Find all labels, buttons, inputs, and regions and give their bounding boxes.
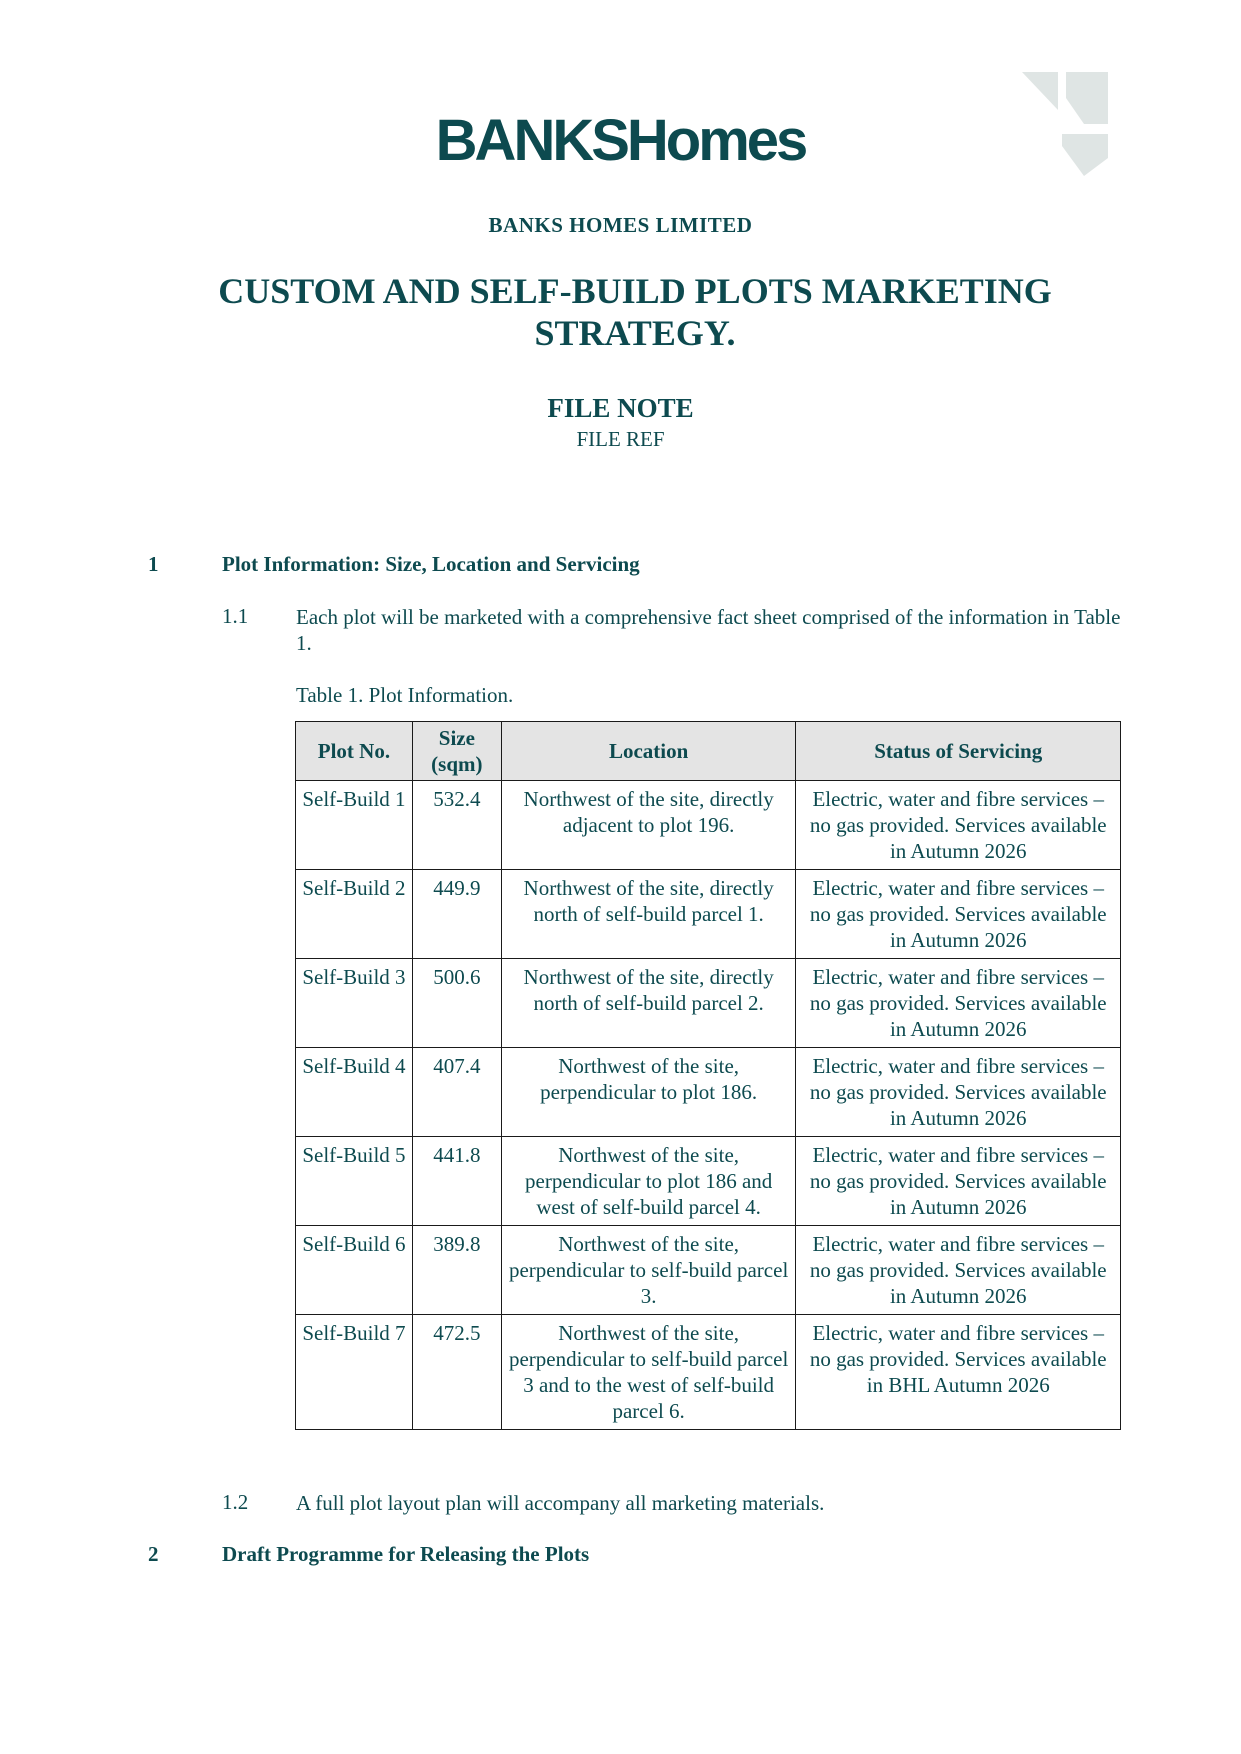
- location-cell: Northwest of the site, perpendicular to plot 186.: [501, 1048, 796, 1137]
- plot-no-cell: Self-Build 2: [296, 870, 413, 959]
- company-name: BANKS HOMES LIMITED: [488, 213, 753, 237]
- file-note-heading: FILE NOTE: [547, 393, 694, 423]
- table-row: [296, 781, 1121, 870]
- header-servicing: Status of Servicing: [796, 722, 1121, 781]
- servicing-cell: Electric, water and fibre services – no gas provided. Services available in Autumn 2026: [796, 870, 1121, 959]
- plot-information-table: [295, 721, 1121, 1430]
- table-row: [296, 1315, 1121, 1430]
- size-cell: 472.5: [412, 1315, 501, 1430]
- table-caption: Table 1. Plot Information.: [296, 683, 514, 707]
- plot-no-cell: Self-Build 1: [296, 781, 413, 870]
- servicing-cell: Electric, water and fibre services – no gas provided. Services available in Autumn 2026: [796, 781, 1121, 870]
- table-row: [296, 1137, 1121, 1226]
- table-row: [296, 870, 1121, 959]
- location-cell: Northwest of the site, directly north of self-build parcel 1.: [501, 870, 796, 959]
- section-title: Draft Programme for Releasing the Plots: [222, 1542, 590, 1566]
- size-cell: 449.9: [412, 870, 501, 959]
- size-cell: 389.8: [412, 1226, 501, 1315]
- plot-no-cell: Self-Build 5: [296, 1137, 413, 1226]
- servicing-cell: Electric, water and fibre services – no gas provided. Services available in Autumn 2026: [796, 1226, 1121, 1315]
- size-cell: 407.4: [412, 1048, 501, 1137]
- servicing-cell: Electric, water and fibre services – no gas provided. Services available in Autumn 2026: [796, 1137, 1121, 1226]
- size-cell: 500.6: [412, 959, 501, 1048]
- paragraph-number: 1.1: [222, 604, 249, 628]
- table-row: [296, 1226, 1121, 1315]
- servicing-cell: Electric, water and fibre services – no gas provided. Services available in BHL Autumn 2026: [796, 1315, 1121, 1430]
- section-title: Plot Information: Size, Location and Servicing: [222, 552, 640, 576]
- section-number: 2: [148, 1542, 159, 1566]
- size-cell: 532.4: [412, 781, 501, 870]
- location-cell: Northwest of the site, perpendicular to self-build parcel 3 and to the west of self-build parcel 6.: [501, 1315, 796, 1430]
- paragraph-text: A full plot layout plan will accompany all marketing materials.: [296, 1491, 825, 1515]
- location-cell: Northwest of the site, perpendicular to self-build parcel 3.: [501, 1226, 796, 1315]
- paragraph-text: Each plot will be marketed with a comprehensive fact sheet comprised of the information in Table 1.: [296, 605, 1121, 655]
- header-size: Size (sqm): [412, 722, 501, 781]
- plot-no-cell: Self-Build 3: [296, 959, 413, 1048]
- table-row: [296, 1048, 1121, 1137]
- plot-no-cell: Self-Build 4: [296, 1048, 413, 1137]
- location-cell: Northwest of the site, directly north of self-build parcel 2.: [501, 959, 796, 1048]
- table-header-row: [296, 722, 1121, 781]
- location-cell: Northwest of the site, directly adjacent to plot 196.: [501, 781, 796, 870]
- location-cell: Northwest of the site, perpendicular to plot 186 and west of self-build parcel 4.: [501, 1137, 796, 1226]
- file-ref: FILE REF: [576, 427, 665, 451]
- document-title: CUSTOM AND SELF-BUILD PLOTS MARKETING STRATEGY.: [218, 271, 1052, 353]
- plot-no-cell: Self-Build 7: [296, 1315, 413, 1430]
- header-location: Location: [501, 722, 796, 781]
- table-row: [296, 959, 1121, 1048]
- servicing-cell: Electric, water and fibre services – no gas provided. Services available in Autumn 2026: [796, 1048, 1121, 1137]
- plot-no-cell: Self-Build 6: [296, 1226, 413, 1315]
- servicing-cell: Electric, water and fibre services – no gas provided. Services available in Autumn 2026: [796, 959, 1121, 1048]
- paragraph-number: 1.2: [222, 1490, 249, 1514]
- size-cell: 441.8: [412, 1137, 501, 1226]
- header-plot-no: Plot No.: [296, 722, 413, 781]
- company-logo: BANKSHomes: [435, 108, 806, 173]
- section-number: 1: [148, 552, 159, 576]
